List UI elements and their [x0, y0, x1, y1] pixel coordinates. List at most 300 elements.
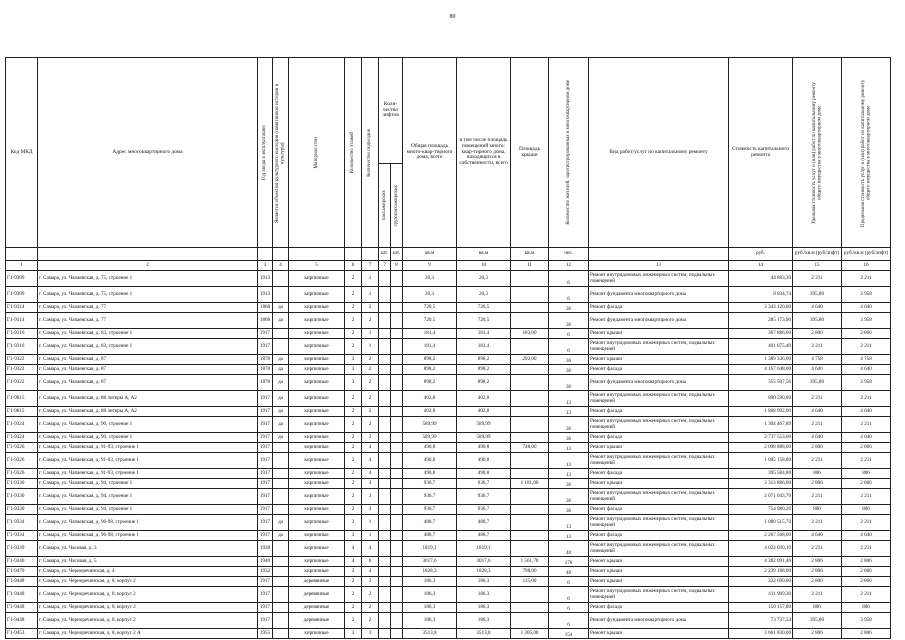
col-number: 7: [362, 261, 379, 271]
roof-area: [511, 603, 549, 613]
entrance-count: 3: [362, 489, 379, 505]
roof-area: [511, 417, 549, 433]
heritage-flag: да: [273, 531, 289, 541]
house-address: г. Самара, ул. Чапаевская, д. 87: [38, 355, 258, 365]
year-built: 1878: [258, 375, 273, 391]
table-row: [6, 303, 891, 313]
residents-count: 13: [549, 515, 589, 531]
premises-area: 589,99: [457, 433, 511, 443]
total-area: 20,3: [403, 287, 457, 303]
table-row: [6, 567, 891, 577]
table-body: [6, 271, 891, 639]
total-area: 589,99: [403, 433, 457, 443]
roof-area: [511, 313, 549, 329]
house-address: г. Самара, ул. Черноречинская, д. 8, корпус 2: [38, 577, 258, 587]
work-type: Ремонт крыши: [589, 567, 729, 577]
heritage-flag: да: [273, 417, 289, 433]
premises-area: 181,4: [457, 329, 511, 339]
mkd-code: Г1-9448: [6, 603, 38, 613]
table-row: [6, 557, 891, 567]
premises-area: 186,3: [457, 603, 511, 613]
work-type: Ремонт фасада: [589, 433, 729, 443]
wall-material: деревянные: [289, 587, 345, 603]
repair-cost: 2 737 553,60: [729, 433, 793, 443]
elevators-freight: [391, 313, 403, 329]
repair-cost: 890 590,80: [729, 391, 793, 407]
elevators-freight: [391, 479, 403, 489]
elevators-passenger: [379, 287, 391, 303]
floor-count: 2: [345, 417, 362, 433]
unit-cost: 806: [793, 469, 842, 479]
table-row: [6, 587, 891, 603]
mkd-code: Г1-9324: [6, 433, 38, 443]
entrance-count: 2: [362, 603, 379, 613]
elevators-freight: [391, 489, 403, 505]
elevators-freight: [391, 453, 403, 469]
entrance-count: 2: [362, 587, 379, 603]
work-type: Ремонт крыши: [589, 443, 729, 453]
heritage-flag: [273, 287, 289, 303]
wall-material: кирпичные: [289, 329, 345, 339]
total-area: 490,8: [403, 443, 457, 453]
repair-cost: 3 661 830,00: [729, 629, 793, 639]
col-total-area-header: Общая площадь много-квар-тирного дома, всего: [403, 58, 457, 248]
premises-area: 936,7: [457, 505, 511, 515]
work-type: Ремонт внутридомовых инженерных систем, подвальных помещений: [589, 453, 729, 469]
entrance-count: 3: [362, 505, 379, 515]
premises-area: 488,7: [457, 515, 511, 531]
entrance-count: 3: [362, 479, 379, 489]
unit-cell: [345, 248, 362, 261]
wall-material: кирпичные: [289, 391, 345, 407]
col-number: 11: [511, 261, 549, 271]
residents-count: 6: [549, 577, 589, 587]
premises-area: 720,5: [457, 303, 511, 313]
heritage-flag: [273, 541, 289, 557]
work-type: Ремонт крыши: [589, 577, 729, 587]
elevators-freight: [391, 271, 403, 287]
total-area: 488,7: [403, 515, 457, 531]
mkd-code: Г1-9314: [6, 303, 38, 313]
col-heritage-header: Является объектом культурного наследия (памятником истории и культуры): [275, 82, 286, 223]
col-premises-area-header: в том числе площадь помещений много-квар-тирного дома, находящихся в собственности, всего: [457, 58, 511, 248]
mkd-code: Г1-9322: [6, 365, 38, 375]
col-number: 8: [391, 261, 403, 271]
total-area: 186,3: [403, 577, 457, 587]
premises-area: 898,2: [457, 365, 511, 375]
floor-count: 2: [345, 339, 362, 355]
wall-material: деревянные: [289, 577, 345, 587]
residents-count: 13: [549, 391, 589, 407]
elevators-passenger: [379, 453, 391, 469]
residents-count: 36: [549, 489, 589, 505]
elevators-passenger: [379, 417, 391, 433]
heritage-flag: [273, 271, 289, 287]
elevators-passenger: [379, 355, 391, 365]
year-built: 1868: [258, 313, 273, 329]
house-address: г. Самара, ул. Чапаевская, д. 91-93, строение 1: [38, 453, 258, 469]
elevators-freight: [391, 443, 403, 453]
residents-count: 36: [549, 365, 589, 375]
unit-cell: руб.: [729, 248, 793, 261]
year-built: 1917: [258, 603, 273, 613]
floor-count: 2: [345, 453, 362, 469]
work-type: Ремонт фасада: [589, 303, 729, 313]
residents-count: 6: [549, 271, 589, 287]
premises-area: 3017,6: [457, 557, 511, 567]
unit-cost: 2 211: [793, 541, 842, 557]
house-address: г. Самара, ул. Часовая, д. 5: [38, 557, 258, 567]
floor-count: 3: [345, 567, 362, 577]
unit-cost: 2 806: [793, 629, 842, 639]
table-row: [6, 433, 891, 443]
table-row: [6, 603, 891, 613]
elevators-passenger: [379, 271, 391, 287]
year-built: 1913: [258, 287, 273, 303]
house-address: г. Самара, ул. Чапаевская, д. 96-98, строение 1: [38, 515, 258, 531]
house-address: г. Самара, ул. Чапаевская, д. 77: [38, 313, 258, 329]
repair-cost: 411 909,30: [729, 587, 793, 603]
unit-cell: руб./кв.м (руб/лифт): [842, 248, 891, 261]
col-number: 14: [729, 261, 793, 271]
max-unit-cost: 2 211: [842, 391, 891, 407]
col-number: 7: [379, 261, 391, 271]
year-built: 1917: [258, 505, 273, 515]
roof-area: 1 305,00: [511, 629, 549, 639]
entrance-count: 2: [362, 407, 379, 417]
elevators-passenger: [379, 577, 391, 587]
premises-area: 936,7: [457, 489, 511, 505]
mkd-code: Г1-9316: [6, 339, 38, 355]
work-type: Ремонт внутридомовых инженерных систем, подвальных помещений: [589, 587, 729, 603]
work-type: Ремонт крыши: [589, 479, 729, 489]
floor-count: 2: [345, 391, 362, 407]
table-row: [6, 541, 891, 557]
mkd-code: Г1-9322: [6, 355, 38, 365]
unit-cost: 2 806: [793, 443, 842, 453]
roof-area: [511, 587, 549, 603]
total-area: 402,8: [403, 391, 457, 407]
heritage-flag: да: [273, 365, 289, 375]
table-row: [6, 365, 891, 375]
premises-area: 402,8: [457, 391, 511, 407]
roof-area: 292,00: [511, 355, 549, 365]
unit-cell: руб./кв.м (руб/лифт): [793, 248, 842, 261]
col-number: 1: [6, 261, 38, 271]
mkd-code: Г1-9453: [6, 629, 38, 639]
house-address: г. Самара, ул. Чапаевская, д. 83, строение 1: [38, 329, 258, 339]
max-unit-cost: 2 806: [842, 567, 891, 577]
entrance-count: 1: [362, 271, 379, 287]
house-address: г. Самара, ул. Чапаевская, д. 94, строение 1: [38, 479, 258, 489]
entrance-count: 2: [362, 391, 379, 407]
roof-area: 798,00: [511, 567, 549, 577]
repair-cost: 1 304 467,89: [729, 417, 793, 433]
col-year-header: Год ввода в эксплуатацию: [262, 124, 268, 181]
residents-count: 6: [549, 329, 589, 339]
wall-material: кирпичные: [289, 629, 345, 639]
premises-area: 490,8: [457, 453, 511, 469]
unit-cell: кв.м: [403, 248, 457, 261]
year-built: 1917: [258, 391, 273, 407]
elevators-freight: [391, 515, 403, 531]
mkd-code: Г1-9330: [6, 479, 38, 489]
roof-area: [511, 433, 549, 443]
table-row: [6, 391, 891, 407]
year-built: 1917: [258, 531, 273, 541]
heritage-flag: [273, 577, 289, 587]
wall-material: кирпичные: [289, 479, 345, 489]
elevators-freight: [391, 407, 403, 417]
premises-area: 186,3: [457, 587, 511, 603]
floor-count: 2: [345, 287, 362, 303]
unit-cell: чел.: [549, 248, 589, 261]
work-type: Ремонт фасада: [589, 505, 729, 515]
mkd-code: Г1-9316: [6, 329, 38, 339]
house-address: г. Самара, ул. Чапаевская, д. 94, строение 1: [38, 505, 258, 515]
page-number: 80: [449, 14, 456, 20]
repair-cost: 2 239 188,00: [729, 567, 793, 577]
work-type: Ремонт фасада: [589, 603, 729, 613]
max-unit-cost: 4 758: [842, 355, 891, 365]
elevators-freight: [391, 567, 403, 577]
table-row: [6, 329, 891, 339]
premises-area: 20,3: [457, 287, 511, 303]
premises-area: 181,4: [457, 339, 511, 355]
table-row: [6, 479, 891, 489]
unit-cost: 2 806: [793, 479, 842, 489]
mkd-code: Г1-9326: [6, 469, 38, 479]
entrance-count: 2: [362, 313, 379, 329]
col-walls-header: Материал стен: [313, 136, 319, 169]
roof-area: [511, 469, 549, 479]
table-row: [6, 271, 891, 287]
residents-count: 48: [549, 567, 589, 577]
elevators-passenger: [379, 469, 391, 479]
heritage-flag: [273, 479, 289, 489]
heritage-flag: да: [273, 375, 289, 391]
wall-material: кирпичные: [289, 453, 345, 469]
wall-material: деревянные: [289, 603, 345, 613]
year-built: 1955: [258, 629, 273, 639]
elevators-passenger: [379, 313, 391, 329]
wall-material: кирпичные: [289, 505, 345, 515]
max-unit-cost: 3 958: [842, 313, 891, 329]
max-unit-cost: 2 806: [842, 329, 891, 339]
wall-material: кирпичные: [289, 443, 345, 453]
mkd-code: Г1-9815: [6, 391, 38, 407]
col-elev-freight-header: грузопассажирских: [393, 184, 399, 227]
repair-cost: 4 022 030,10: [729, 541, 793, 557]
year-built: 1917: [258, 613, 273, 629]
elevators-passenger: [379, 557, 391, 567]
premises-area: 3513,8: [457, 629, 511, 639]
max-unit-cost: 4 640: [842, 407, 891, 417]
year-built: 1917: [258, 433, 273, 443]
floor-count: 2: [345, 469, 362, 479]
max-unit-cost: 2 211: [842, 453, 891, 469]
max-unit-cost: 3 958: [842, 287, 891, 303]
table-row: [6, 443, 891, 453]
entrance-count: 2: [362, 365, 379, 375]
elevators-passenger: [379, 391, 391, 407]
elevators-passenger: [379, 629, 391, 639]
repair-cost: 2 267 568,00: [729, 531, 793, 541]
mkd-code: Г1-9314: [6, 313, 38, 329]
elevators-passenger: [379, 587, 391, 603]
wall-material: кирпичные: [289, 375, 345, 391]
residents-count: 36: [549, 355, 589, 365]
table-row: [6, 407, 891, 417]
premises-area: 402,8: [457, 407, 511, 417]
heritage-flag: [273, 329, 289, 339]
elevators-passenger: [379, 515, 391, 531]
max-unit-cost: 3 958: [842, 613, 891, 629]
col-roof-area-header: Площадь крыши: [511, 58, 549, 248]
residents-count: 13: [549, 453, 589, 469]
year-built: 1917: [258, 417, 273, 433]
elevators-passenger: [379, 531, 391, 541]
entrance-count: 2: [362, 375, 379, 391]
year-built: 1917: [258, 407, 273, 417]
residents-count: 36: [549, 375, 589, 391]
total-area: 898,2: [403, 355, 457, 365]
floor-count: 2: [345, 489, 362, 505]
total-area: 898,2: [403, 375, 457, 391]
work-type: Ремонт фундамента многоквартирного дома: [589, 375, 729, 391]
work-type: Ремонт внутридомовых инженерных систем, подвальных помещений: [589, 339, 729, 355]
wall-material: кирпичные: [289, 489, 345, 505]
repair-cost: 4 167 648,00: [729, 365, 793, 375]
year-built: 1940: [258, 557, 273, 567]
col-number: 15: [793, 261, 842, 271]
house-address: г. Самара, ул. Чаcовая, д. 3: [38, 541, 258, 557]
heritage-flag: [273, 603, 289, 613]
house-address: г. Самара, ул. Чапаевская, д. 77: [38, 303, 258, 313]
mkd-code: Г1-9324: [6, 417, 38, 433]
work-type: Ремонт крыши: [589, 355, 729, 365]
col-number: 5: [289, 261, 345, 271]
col-unit-cost-header: Удельная стоимость услуг и (или) работ по капитальному ремонту общего имущества в многоквартирном доме: [811, 81, 823, 224]
elevators-freight: [391, 557, 403, 567]
wall-material: кирпичные: [289, 339, 345, 355]
floor-count: 3: [345, 365, 362, 375]
elevators-passenger: [379, 489, 391, 505]
year-built: 1932: [258, 567, 273, 577]
mkd-code: Г1-9309: [6, 287, 38, 303]
floor-count: 4: [345, 541, 362, 557]
total-area: 936,7: [403, 479, 457, 489]
unit-cost: 4 640: [793, 303, 842, 313]
unit-cost: 2 211: [793, 339, 842, 355]
premises-area: 1819,1: [457, 541, 511, 557]
total-area: 181,4: [403, 339, 457, 355]
entrance-count: 1: [362, 339, 379, 355]
premises-area: 936,7: [457, 479, 511, 489]
floor-count: 3: [345, 629, 362, 639]
unit-cost: 4 758: [793, 355, 842, 365]
year-built: 1917: [258, 469, 273, 479]
total-area: 720,5: [403, 313, 457, 329]
unit-cell: [589, 248, 729, 261]
unit-cost: 2 211: [793, 587, 842, 603]
residents-count: 36: [549, 313, 589, 329]
table-row: [6, 505, 891, 515]
elevators-passenger: [379, 365, 391, 375]
year-built: 1917: [258, 479, 273, 489]
elevators-passenger: [379, 479, 391, 489]
table-row: [6, 629, 891, 639]
mkd-code: Г1-9322: [6, 375, 38, 391]
max-unit-cost: 2 211: [842, 339, 891, 355]
unit-cell: [6, 248, 38, 261]
wall-material: кирпичные: [289, 557, 345, 567]
mkd-code: Г1-9448: [6, 587, 38, 603]
floor-count: 3: [345, 375, 362, 391]
floor-count: 2: [345, 329, 362, 339]
entrance-count: 2: [362, 433, 379, 443]
work-type: Ремонт фундамента многоквартирного дома: [589, 613, 729, 629]
repair-cost: 1 080 515,70: [729, 515, 793, 531]
elevators-freight: [391, 391, 403, 407]
heritage-flag: [273, 587, 289, 603]
work-type: Ремонт фасада: [589, 531, 729, 541]
roof-area: [511, 407, 549, 417]
elevators-freight: [391, 365, 403, 375]
unit-cell: кв.м: [457, 248, 511, 261]
floor-count: 3: [345, 531, 362, 541]
unit-cost: 4 640: [793, 407, 842, 417]
elevators-freight: [391, 469, 403, 479]
floor-count: 2: [345, 603, 362, 613]
mkd-code: Г1-9815: [6, 407, 38, 417]
work-type: Ремонт крыши: [589, 557, 729, 567]
elevators-freight: [391, 355, 403, 365]
col-number: 13: [589, 261, 729, 271]
table-row: [6, 577, 891, 587]
roof-area: [511, 505, 549, 515]
unit-cell: шт.: [379, 248, 391, 261]
elevators-freight: [391, 505, 403, 515]
heritage-flag: да: [273, 355, 289, 365]
house-address: г. Самара, ул. Чапаевская, д. 87: [38, 365, 258, 375]
max-unit-cost: 2 806: [842, 557, 891, 567]
elevators-passenger: [379, 505, 391, 515]
roof-area: [511, 515, 549, 531]
mkd-code: Г1-9334: [6, 515, 38, 531]
heritage-flag: да: [273, 515, 289, 531]
repair-cost: 1 868 992,00: [729, 407, 793, 417]
elevators-passenger: [379, 375, 391, 391]
floor-count: 2: [345, 505, 362, 515]
roof-area: [511, 271, 549, 287]
col-number: 4: [273, 261, 289, 271]
repair-cost: 44 883,30: [729, 271, 793, 287]
max-unit-cost: 4 640: [842, 531, 891, 541]
unit-cell: [38, 248, 258, 261]
house-address: г. Самара, ул. Чапаевская, д. 91-93, строение 1: [38, 469, 258, 479]
floor-count: 2: [345, 443, 362, 453]
house-address: г. Самара, ул. Черноречинская, д. 8, корпус 2: [38, 603, 258, 613]
total-area: 488,7: [403, 531, 457, 541]
work-type: Ремонт крыши: [589, 329, 729, 339]
year-built: 1878: [258, 365, 273, 375]
total-area: 186,3: [403, 587, 457, 603]
year-built: 1868: [258, 303, 273, 313]
wall-material: кирпичные: [289, 417, 345, 433]
entrance-count: 4: [362, 541, 379, 557]
heritage-flag: [273, 339, 289, 355]
